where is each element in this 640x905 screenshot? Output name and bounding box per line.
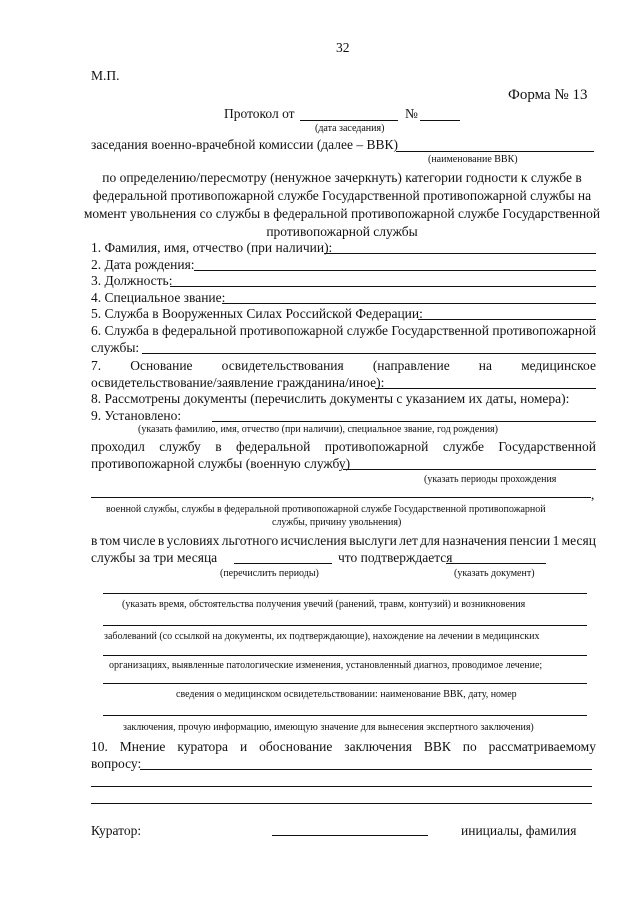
word: 10. [91, 739, 108, 754]
item-position-label: 3. Должность: [91, 273, 173, 288]
birth-date-line[interactable] [194, 270, 596, 271]
word: Государственной [391, 323, 489, 338]
word: (направление [372, 358, 450, 373]
curator-label: Куратор: [91, 823, 142, 838]
word: льготного [221, 533, 279, 548]
vvk-name-hint: (наименование ВВК) [428, 154, 518, 165]
word: лет [399, 533, 418, 548]
periods-line[interactable] [234, 563, 332, 564]
word: федеральной [162, 323, 237, 338]
word: обоснование [259, 739, 333, 754]
item-basis-line1 [91, 359, 596, 373]
word: в [91, 533, 98, 548]
injury-line-1[interactable] [103, 593, 587, 594]
injury-hint-1: (указать время, обстоятельства получения увечий (ранений, травм, контузий) и возникновения [122, 599, 526, 610]
injury-hint-4: сведения о медицинском освидетельствовании: наименование ВВК, дату, номер [176, 689, 517, 700]
curator-initials-label: инициалы, фамилия [461, 823, 577, 838]
served-line[interactable] [343, 469, 596, 470]
word: том [99, 533, 121, 548]
word: рассматриваемому [488, 739, 596, 754]
injury-hint-5: заключения, прочую информацию, имеющую значение для вынесения экспертного заключения) [123, 722, 534, 733]
stamp-place-label: М.П. [91, 68, 120, 83]
word: медицинское [521, 358, 596, 373]
date-hint: (дата заседания) [315, 123, 385, 134]
word: и [239, 739, 248, 754]
word: числе [122, 533, 156, 548]
injury-line-5[interactable] [103, 715, 587, 716]
item-documents-label: 8. Рассмотрены документы (перечислить документы с указанием их даты, номера): [91, 391, 570, 406]
form-number: Форма № 13 [508, 87, 588, 103]
word: федеральной [235, 439, 311, 454]
word: 6. [91, 323, 102, 338]
word: противопожарной [239, 323, 344, 338]
word: Основание [130, 358, 193, 373]
protocol-number-line[interactable] [420, 120, 460, 121]
served-line2: противопожарной службы (военную службу) [91, 456, 351, 471]
meeting-label: заседания военно-врачебной комиссии (далее – ВВК) [91, 137, 399, 152]
word: выслуги [349, 533, 397, 548]
word: противопожарной [324, 439, 429, 454]
item-fire-service-line2: службы: [91, 340, 140, 355]
word: пенсии [509, 533, 551, 548]
served-line1 [91, 440, 596, 454]
injury-line-4[interactable] [103, 683, 587, 684]
position-line[interactable] [170, 286, 596, 287]
three-months-label: службы за три месяца [91, 550, 218, 565]
injury-hint-2: заболеваний (со ссылкой на документы, их подтверждающие), нахождение на лечении в медицинских [104, 631, 540, 642]
word: проходил [91, 439, 145, 454]
word: куратора [177, 739, 229, 754]
page-number: 32 [336, 40, 350, 55]
item-armed-forces-label: 5. Служба в Вооруженных Силах Российской Федерации: [91, 306, 423, 321]
item-full-name-label: 1. Фамилия, имя, отчество (при наличии): [91, 240, 333, 255]
comma: , [591, 487, 595, 502]
injury-hint-3: организациях, выявленные патологические изменения, установленный диагноз, проводимое лечение; [109, 660, 543, 671]
service-periods-line[interactable] [91, 497, 591, 498]
intro-line-3: момент увольнения со службы в федеральной противопожарной службе Государственной [83, 206, 601, 221]
word: в [215, 439, 222, 454]
item-rank-label: 4. Специальное звание: [91, 290, 226, 305]
rank-line[interactable] [222, 303, 596, 304]
word: службе [442, 439, 484, 454]
word: в [157, 533, 165, 548]
word: для [420, 533, 441, 548]
item-basis-line2: освидетельствование/заявление гражданина/иное): [91, 375, 385, 390]
item-fire-service-line1 [91, 324, 596, 338]
word: по [462, 739, 477, 754]
periods-hint: (указать периоды прохождения [424, 474, 557, 485]
document-line[interactable] [446, 563, 546, 564]
opinion-line-2[interactable] [91, 786, 592, 787]
number-sign: № [405, 106, 418, 121]
list-periods-hint: (перечислить периоды) [220, 568, 319, 579]
established-line[interactable] [212, 421, 596, 422]
full-name-line[interactable] [324, 253, 596, 254]
word: месяц [561, 533, 596, 548]
curator-signature-line[interactable] [272, 835, 428, 836]
word: исчисления [280, 533, 347, 548]
injury-line-3[interactable] [103, 655, 587, 656]
document-hint: (указать документ) [454, 568, 535, 579]
word: 7. [91, 358, 102, 373]
word: ВВК [423, 739, 451, 754]
armed-forces-line[interactable] [418, 319, 596, 320]
intro-line-4: противопожарной службы [266, 224, 418, 239]
word: в [152, 323, 159, 338]
pension-line [91, 534, 596, 548]
item-birth-date-label: 2. Дата рождения: [91, 257, 195, 272]
service-hint-2: службы, причину увольнения) [272, 517, 402, 528]
word: назначения [442, 533, 508, 548]
item-opinion-line1 [91, 740, 596, 754]
protocol-date-line[interactable] [300, 120, 398, 121]
word: службу [159, 439, 201, 454]
word: Мнение [119, 739, 166, 754]
word: противопожарной [492, 323, 596, 338]
service-hint-1: военной службы, службы в федеральной противопожарной службе Государственной противопожарной [106, 504, 546, 515]
opinion-line-1[interactable] [140, 769, 592, 770]
opinion-line-3[interactable] [91, 803, 592, 804]
word: службе [346, 323, 388, 338]
word: условиях [166, 533, 220, 548]
word: освидетельствования [221, 358, 344, 373]
item-opinion-line2: вопросу: [91, 756, 142, 771]
intro-line-1: по определению/пересмотру (ненужное зачеркнуть) категории годности к службе в [102, 170, 582, 185]
fire-service-line[interactable] [142, 353, 596, 354]
word: Служба [104, 323, 149, 338]
item-established-label: 9. Установлено: [91, 408, 182, 423]
person-hint: (указать фамилию, имя, отчество (при наличии), специальное звание, год рождения) [138, 424, 498, 435]
protocol-label: Протокол от [224, 106, 295, 121]
word: на [478, 358, 492, 373]
basis-line[interactable] [375, 388, 596, 389]
vvk-name-line[interactable] [396, 151, 594, 152]
word: Государственной [498, 439, 596, 454]
confirmed-label: что подтверждается [338, 550, 453, 565]
intro-line-2: федеральной противопожарной службе Государственной противопожарной службы на [92, 188, 592, 203]
injury-line-2[interactable] [103, 625, 587, 626]
word: заключения [344, 739, 412, 754]
word: 1 [552, 533, 560, 548]
